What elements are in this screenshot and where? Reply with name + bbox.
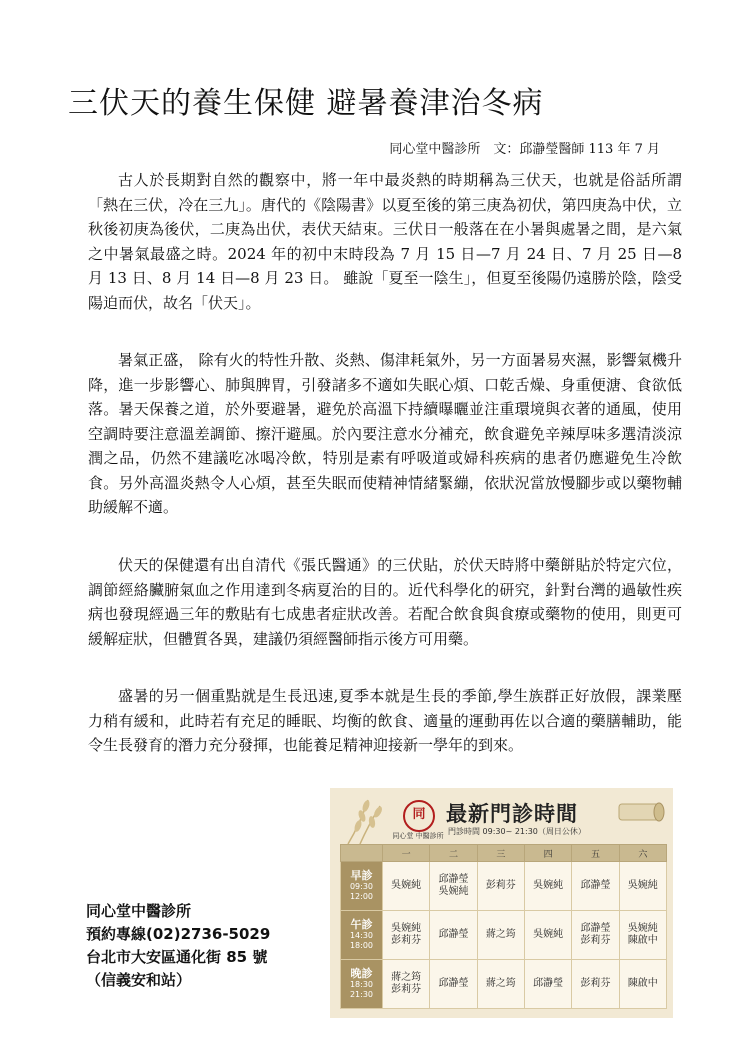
day-header: 六 xyxy=(619,845,666,862)
slot-cell xyxy=(341,911,383,960)
doctor-cell xyxy=(430,862,477,911)
doctor-name: 陳啟中 xyxy=(627,935,658,946)
schedule-table xyxy=(340,844,667,1009)
slot-end-time: 21:30 xyxy=(349,990,374,999)
doctor-name: 蔣之筠 xyxy=(485,978,516,989)
doctor-cell xyxy=(477,960,524,1009)
day-header: 二 xyxy=(430,845,477,862)
contact-block xyxy=(86,900,270,992)
doctor-name: 吳婉純 xyxy=(627,880,658,891)
doctor-name: 蔣之筠 xyxy=(391,972,422,983)
paragraph-3: 伏天的保健還有出自清代《張氏醫通》的三伏貼，於伏天時將中藥餅貼於特定穴位，調節經絡臟腑氣血之作用達到冬病夏治的目的。近代科學化的研究，針對台灣的過敏性疾病也發現經過三年的敷貼有七成患者症狀改善。若配合飲食與食療或藥物的使用，則更可緩解症狀，但體質各異，建議仍須經醫師指示後方可用藥。 xyxy=(88,556,682,648)
table-row xyxy=(341,911,667,960)
doctor-name: 彭莉芬 xyxy=(580,978,611,989)
doctor-cell xyxy=(477,862,524,911)
phone-number: 預約專線(02)2736-5029 xyxy=(86,925,271,943)
paragraph-4: 盛暑的另一個重點就是生長迅速,夏季本就是生長的季節,學生族群正好放假，課業壓力稍有緩和，此時若有充足的睡眠、均衡的飲食、適量的運動再佐以合適的藥膳輔助，能令生長發育的潛力充分發揮，也能養足精神迎接新一學年的到來。 xyxy=(88,687,682,754)
day-header: 一 xyxy=(383,845,430,862)
doctor-name: 彭莉芬 xyxy=(485,880,516,891)
slot-cell xyxy=(341,862,383,911)
doctor-cell xyxy=(619,911,666,960)
doctor-name: 吳婉純 xyxy=(438,886,469,897)
slot-end-time: 12:00 xyxy=(349,892,374,901)
day-header: 四 xyxy=(524,845,571,862)
doctor-cell xyxy=(430,960,477,1009)
doctor-name: 邱瀞瑩 xyxy=(580,923,611,934)
doctor-cell xyxy=(619,862,666,911)
doctor-name: 邱瀞瑩 xyxy=(580,880,611,891)
clinic-name: 同心堂中醫診所 xyxy=(86,902,192,920)
address: 台北市大安區通化街 85 號 xyxy=(86,948,268,966)
wheat-icon xyxy=(338,794,388,846)
slot-end-time: 18:00 xyxy=(349,941,374,950)
doctor-cell xyxy=(383,911,430,960)
doctor-name: 邱瀞瑩 xyxy=(438,978,469,989)
table-row xyxy=(341,862,667,911)
doctor-name: 蔣之筠 xyxy=(485,929,516,940)
doctor-cell xyxy=(524,911,571,960)
doctor-cell xyxy=(572,911,619,960)
doctor-name: 陳啟中 xyxy=(627,978,658,989)
doctor-cell xyxy=(524,862,571,911)
doctor-name: 吳婉純 xyxy=(533,929,564,940)
clinic-logo-icon: 同 xyxy=(403,800,435,832)
schedule-card xyxy=(330,788,673,1018)
schedule-title: 最新門診時間 xyxy=(446,802,578,826)
slot-start-time: 14:30 xyxy=(349,931,374,940)
byline: 同心堂中醫診所 文：邱瀞瑩醫師 113 年 7 月 xyxy=(389,142,660,157)
header-corner xyxy=(341,845,383,862)
doctor-name: 吳婉純 xyxy=(391,880,422,891)
paragraph-1: 古人於長期對自然的觀察中，將一年中最炎熱的時期稱為三伏天，也就是俗話所謂「熱在三伏，冷在三九」。唐代的《陰陽書》以夏至後的第三庚為初伏，第四庚為中伏，立秋後初庚為後伏，二庚為出伏，表伏天結束。三伏日一般落在在小暑與處暑之間，是六氣之中暑氣最盛之時。2024 年的初中末時段為 7 月 15 日—7 月 24 日、7 月 25 日—8 月 13 日、8 月 14 日—8 月 23 日。 雖說「夏至一陰生」，但夏至後陽仍遠勝於陰，陰受陽迫而伏，故名「伏天」。 xyxy=(88,171,682,312)
doctor-cell xyxy=(430,911,477,960)
doctor-name: 吳婉純 xyxy=(627,923,658,934)
slot-name: 早診 xyxy=(350,869,373,882)
doctor-name: 邱瀞瑩 xyxy=(533,978,564,989)
logo-caption: 同心堂 中醫診所 xyxy=(392,832,444,840)
doctor-name: 彭莉芬 xyxy=(391,935,422,946)
doctor-cell xyxy=(383,862,430,911)
slot-start-time: 09:30 xyxy=(349,882,374,891)
doctor-cell xyxy=(619,960,666,1009)
doctor-name: 吳婉純 xyxy=(533,880,564,891)
doctor-name: 吳婉純 xyxy=(391,923,422,934)
slot-start-time: 18:30 xyxy=(349,980,374,989)
doctor-cell xyxy=(524,960,571,1009)
day-header: 五 xyxy=(572,845,619,862)
doctor-cell xyxy=(572,862,619,911)
doctor-cell xyxy=(383,960,430,1009)
doctor-name: 邱瀞瑩 xyxy=(438,929,469,940)
table-row xyxy=(341,960,667,1009)
page-title: 三伏天的養生保健 避暑養津治冬病 xyxy=(68,86,544,121)
doctor-name: 邱瀞瑩 xyxy=(438,874,469,885)
slot-name: 午診 xyxy=(350,918,373,931)
clinic-hours: 門診時間 09:30~ 21:30（周日公休） xyxy=(448,827,586,836)
table-header-row xyxy=(341,845,667,862)
doctor-name: 彭莉芬 xyxy=(580,935,611,946)
slot-name: 晚診 xyxy=(350,967,373,980)
doctor-name: 彭莉芬 xyxy=(391,984,422,995)
doctor-cell xyxy=(477,911,524,960)
doctor-cell xyxy=(572,960,619,1009)
slot-cell xyxy=(341,960,383,1009)
paragraph-2: 暑氣正盛， 除有火的特性升散、炎熱、傷津耗氣外，另一方面暑易夾濕，影響氣機升降，進一步影響心、肺與脾胃，引發諸多不適如失眠心煩、口乾舌燥、身重便溏、食欲低落。暑天保養之道，於外要避暑，避免於高溫下持續曝曬並注重環境與衣著的通風，使用空調時要注意溫差調節、擦汗避風。於內要注意水分補充，飲食避免辛辣厚味多選清淡涼潤之品，仍然不建議吃冰喝冷飲，特別是素有呼吸道或婦科疾病的患者仍應避免生冷飲食。另外高溫炎熱令人心煩，甚至失眠而使精神情緒緊繃，依狀況當放慢腳步或以藥物輔助緩解不適。 xyxy=(88,351,682,516)
day-header: 三 xyxy=(477,845,524,862)
scroll-icon xyxy=(615,796,665,826)
station-note: （信義安和站） xyxy=(86,971,192,989)
